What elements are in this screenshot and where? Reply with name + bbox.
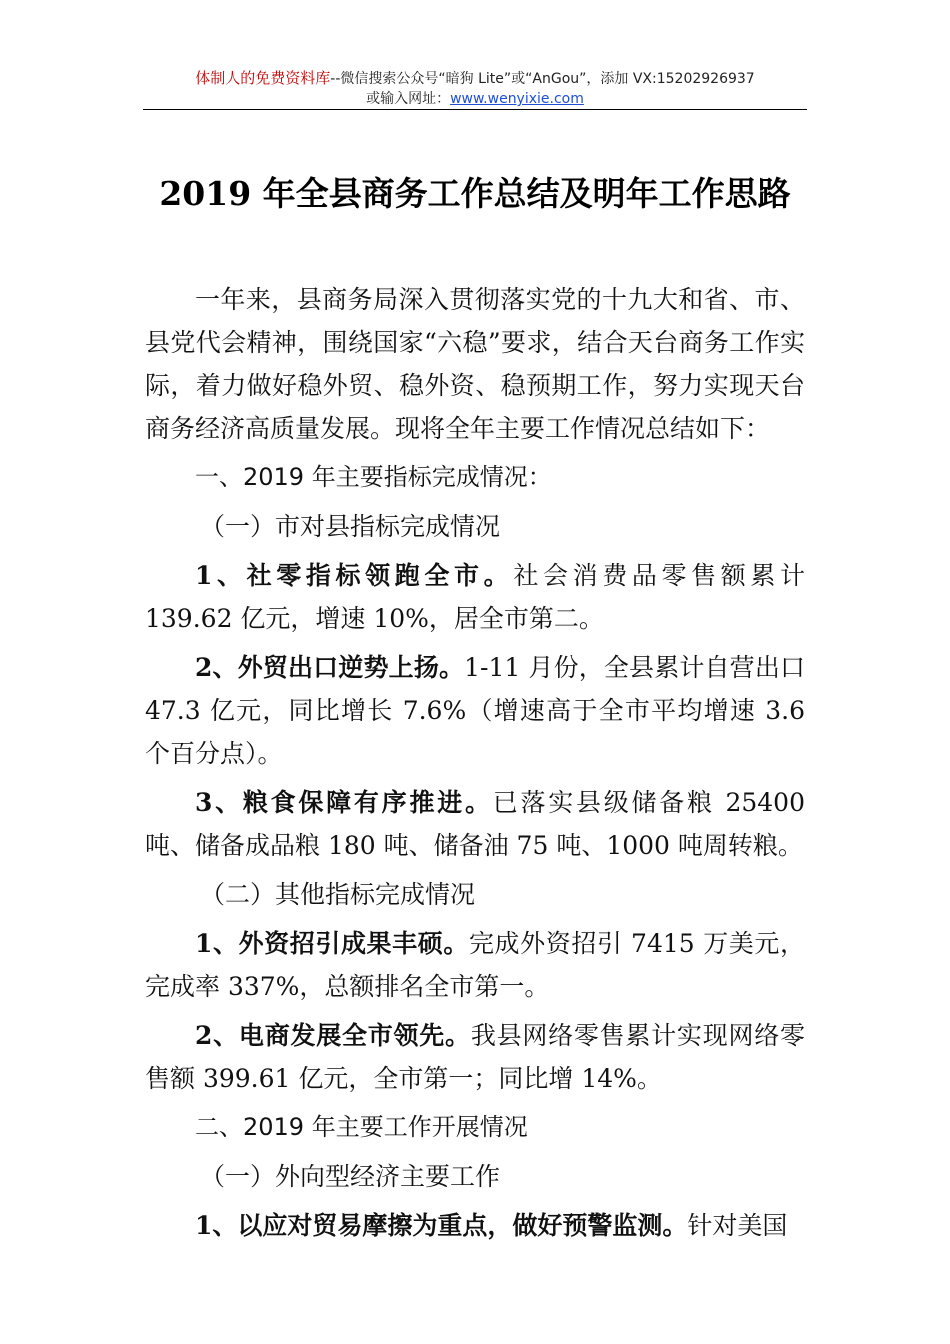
item-heading: 3、粮食保障有序推进。 (195, 788, 493, 817)
item-text: 1-11 月份，全县累计自营出口 47.3 亿元，同比增长 7.6%（增速高于全市平均增速 3.6 个百分点）。 (145, 653, 805, 768)
item-text: 社会消费品零售额累计 139.62 亿元，增速 10%，居全市第二。 (145, 561, 805, 633)
header-line-1 (143, 68, 807, 89)
item-paragraph (145, 1014, 805, 1100)
document-body (145, 278, 805, 1247)
item-text: 完成外资招引 7415 万美元，完成率 337%，总额排名全市第一。 (145, 929, 805, 1001)
item-heading: 1、外资招引成果丰硕。 (195, 929, 469, 958)
item-paragraph (145, 781, 805, 867)
item-paragraph (145, 554, 805, 640)
item-paragraph (145, 1204, 805, 1247)
header-contact: --微信搜索公众号“暗狗 Lite”或“AnGou”，添加 VX:15202926937 (330, 71, 755, 87)
section-heading-1: 一、2019 年主要指标完成情况： (195, 463, 552, 491)
section-heading-2: 二、2019 年主要工作开展情况 (195, 1113, 528, 1141)
item-heading: 2、外贸出口逆势上扬。 (195, 653, 465, 682)
item-text: 针对美国 (687, 1211, 788, 1240)
item-heading: 1、以应对贸易摩擦为重点，做好预警监测。 (195, 1211, 688, 1240)
item-text: 已落实县级储备粮 25400 吨、储备成品粮 180 吨、储备油 75 吨、1000 吨周转粮。 (145, 788, 805, 860)
document-title: 2019 年全县商务工作总结及明年工作思路 (159, 174, 791, 213)
item-paragraph (145, 646, 805, 775)
subsection-heading-3: （一）外向型经济主要工作 (200, 1162, 501, 1191)
subsection-heading-1: （一）市对县指标完成情况 (200, 512, 501, 541)
header-url-prefix: 或输入网址： (366, 91, 451, 107)
item-text: 我县网络零售累计实现网络零售额 399.61 亿元，全市第一；同比增 14%。 (145, 1021, 805, 1093)
intro-paragraph: 一年来，县商务局深入贯彻落实党的十九大和省、市、县党代会精神，围绕国家“六稳”要求，结合天台商务工作实际，着力做好稳外贸、稳外资、稳预期工作，努力实现天台商务经济高质量发展。现将全年主要工作情况总结如下： (145, 285, 805, 443)
header-site-name: 体制人的免费资料库 (195, 69, 331, 87)
header-divider (143, 109, 807, 110)
page-header (143, 68, 807, 109)
header-url-link[interactable]: www.wenyixie.com (450, 91, 584, 107)
subsection-heading-2: （二）其他指标完成情况 (200, 880, 476, 909)
item-paragraph (145, 922, 805, 1008)
item-heading: 2、电商发展全市领先。 (195, 1021, 471, 1050)
item-heading: 1、社零指标领跑全市。 (195, 561, 514, 590)
header-line-2 (143, 89, 807, 109)
